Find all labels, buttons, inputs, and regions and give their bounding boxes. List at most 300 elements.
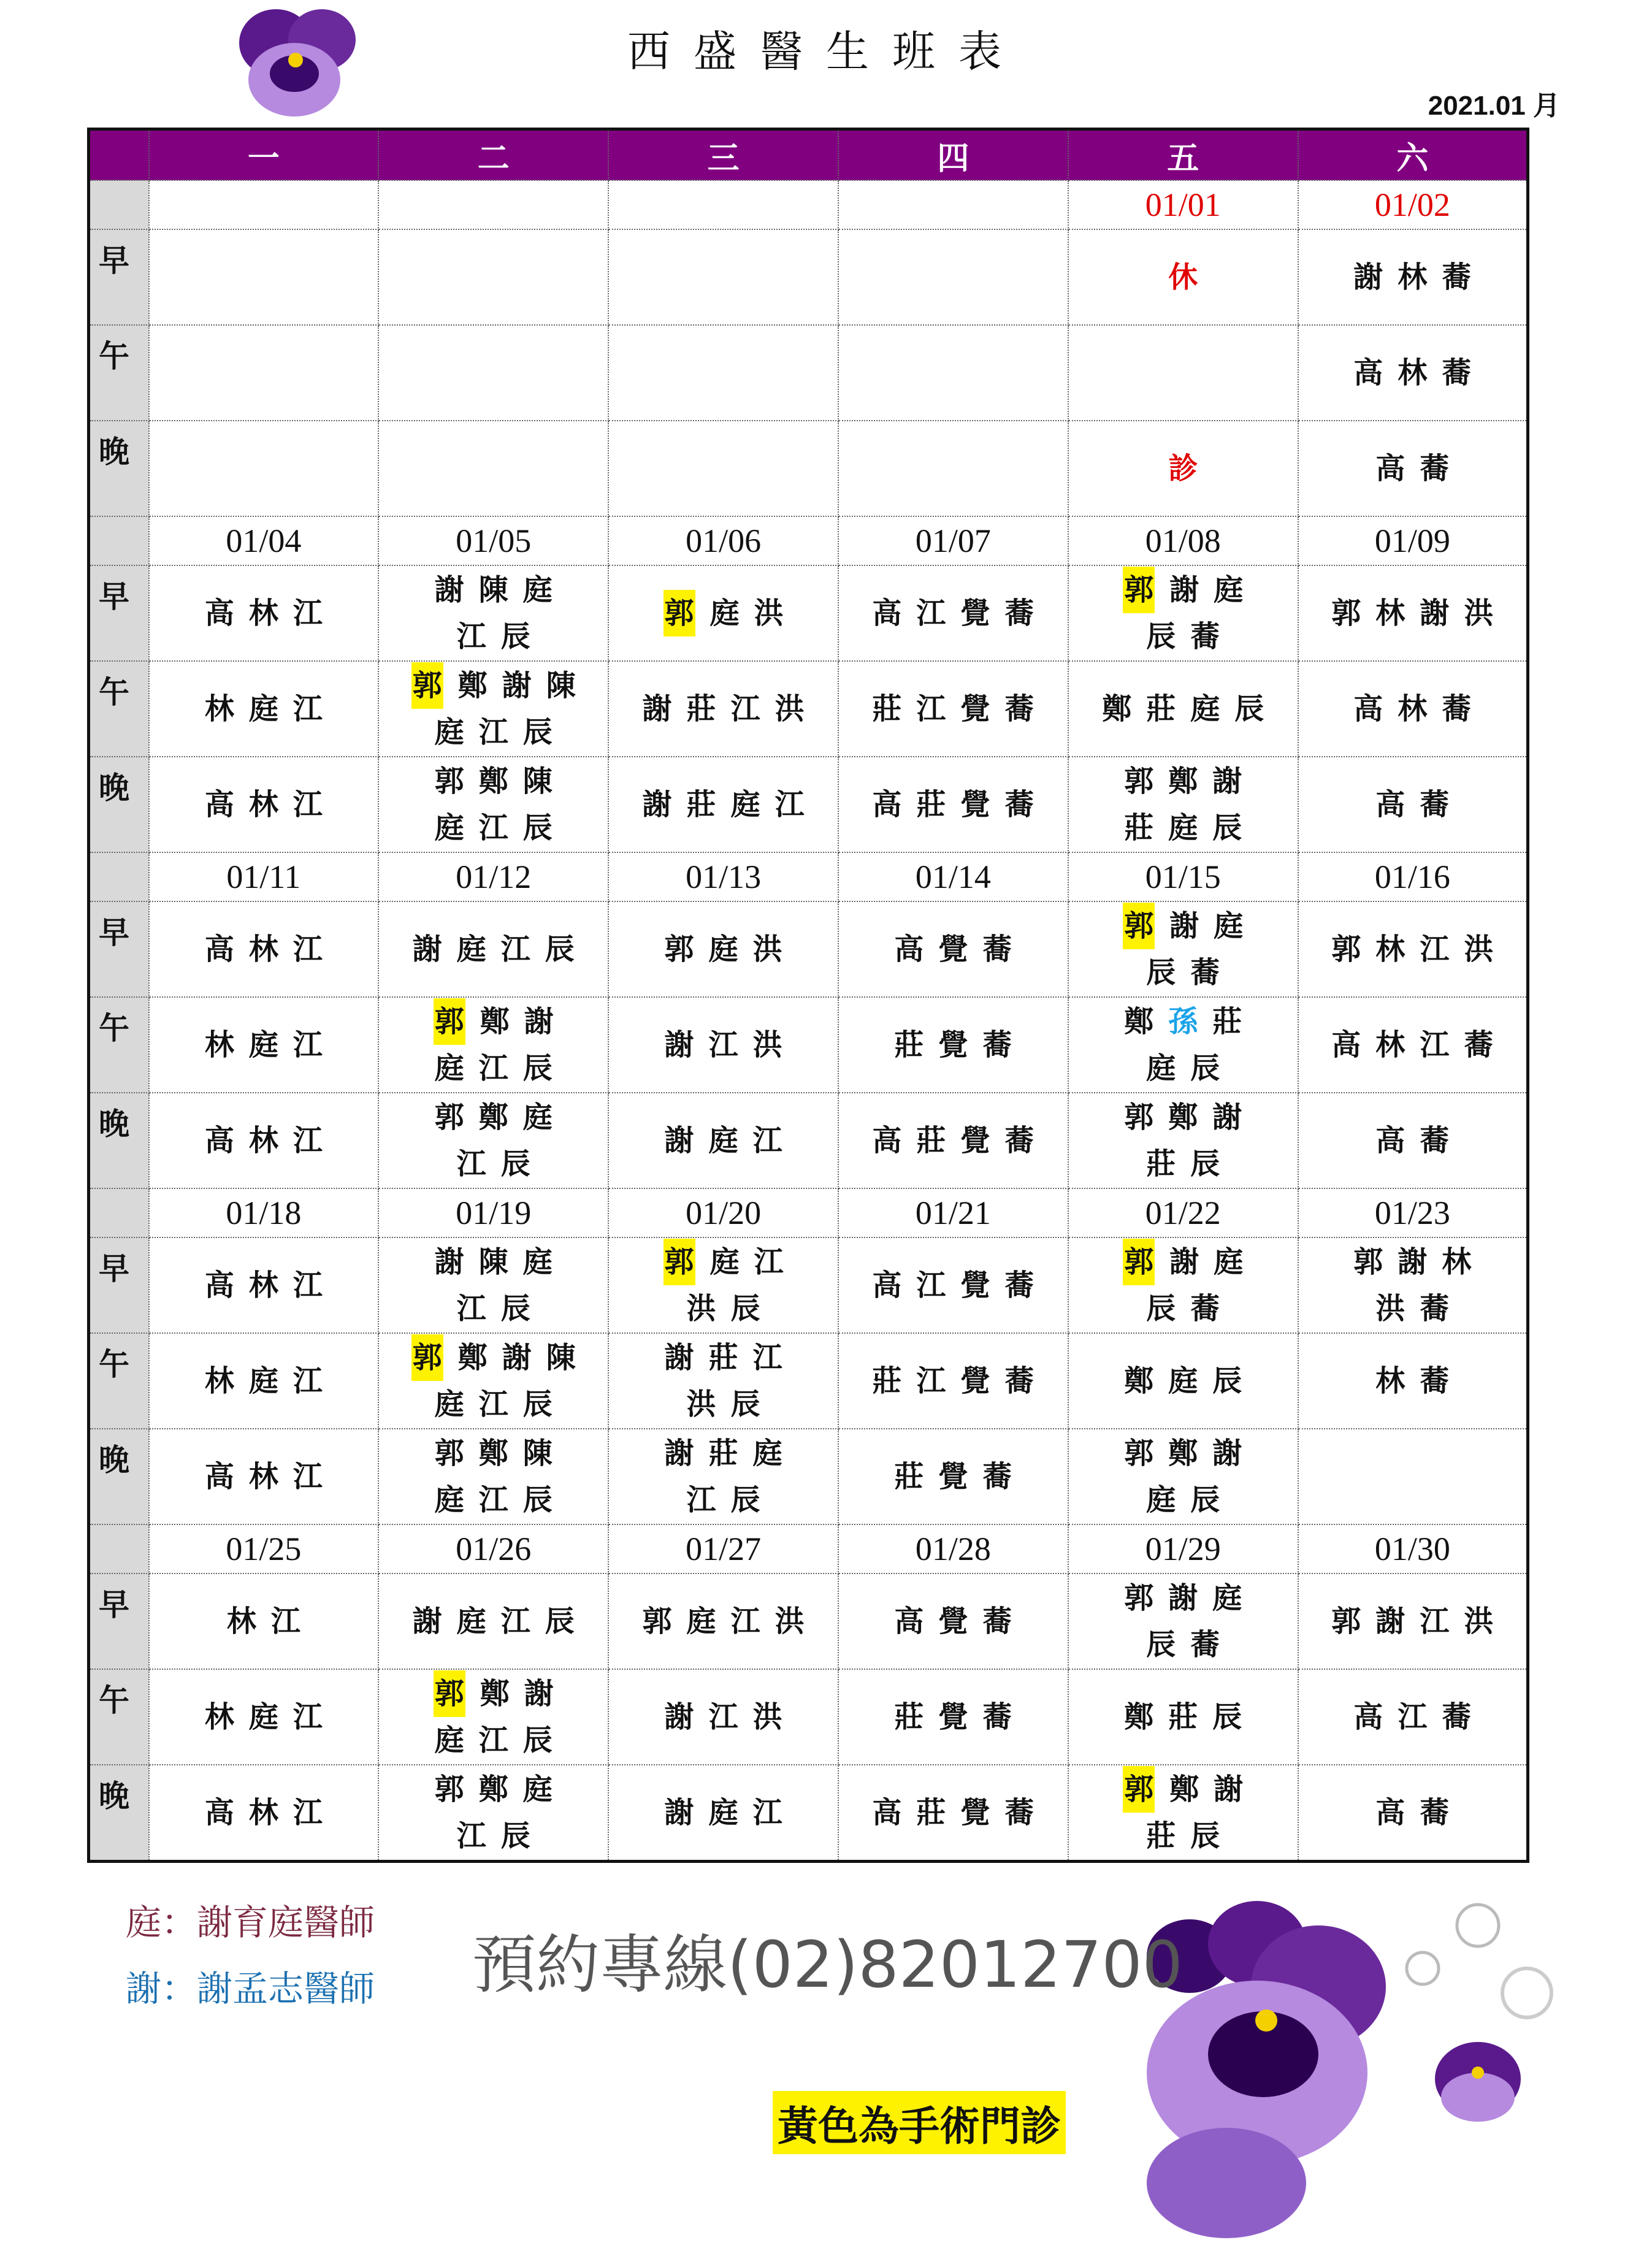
doctor-code: 謝 (664, 1340, 694, 1375)
doctor-code: 謝 (642, 692, 672, 726)
doctor-code: 鄭 (1124, 1004, 1154, 1039)
doctor-code: 洪 (686, 1387, 716, 1421)
doctor-code: 林 (248, 787, 278, 822)
schedule-cell (378, 1669, 608, 1765)
doctor-code: 覺 (938, 1459, 968, 1494)
cell-line (379, 758, 608, 805)
weekday-header: 一 (149, 129, 379, 181)
doctor-code: 莊 (916, 1123, 946, 1158)
doctor-code: 陳 (522, 764, 553, 798)
date-cell: 01/26 (378, 1524, 608, 1573)
shift-label: 晚 (89, 1765, 149, 1862)
doctor-code: 覺 (960, 787, 990, 822)
cell-line (150, 1789, 378, 1836)
doctor-code: 江 (293, 787, 323, 822)
cell-line (1299, 1789, 1526, 1836)
schedule-cell (378, 1429, 608, 1524)
doctor-code: 高 (204, 932, 234, 966)
doctor-code: 庭 (434, 1051, 464, 1085)
doctor-code: 洪 (1375, 1291, 1405, 1326)
schedule-cell (608, 565, 838, 661)
date-cell: 01/21 (838, 1188, 1068, 1237)
doctor-code: 謝 (1169, 573, 1199, 607)
schedule-cell (608, 1765, 838, 1862)
schedule-cell (378, 1765, 608, 1862)
cell-line (1069, 998, 1298, 1045)
doctor-code: 蕎 (1464, 1028, 1494, 1062)
date-cell: 01/25 (149, 1524, 379, 1573)
doctor-code: 高 (894, 1604, 924, 1638)
doctor-code: 莊 (894, 1459, 924, 1494)
date-cell (838, 180, 1068, 229)
doctor-code: 辰 (545, 932, 575, 966)
doctor-code: 林 (1375, 1028, 1405, 1062)
doctor-code: 謝 (664, 1795, 694, 1830)
doctor-code: 江 (1420, 1028, 1450, 1062)
doctor-code: 高 (894, 932, 924, 966)
cell-line (150, 686, 378, 732)
date-cell: 01/14 (838, 852, 1068, 901)
doctor-code: 辰 (1190, 1483, 1220, 1517)
date-cell: 01/12 (378, 852, 608, 901)
cell-line (609, 1477, 838, 1523)
doctor-code: 江 (916, 692, 946, 726)
doctor-code-surgery: 郭 (434, 998, 465, 1045)
weekday-header: 六 (1298, 129, 1528, 181)
schedule-cell (838, 1765, 1068, 1862)
cell-line (1069, 1285, 1298, 1332)
doctor-code: 休 (1168, 260, 1198, 294)
doctor-code: 江 (456, 1147, 486, 1181)
doctor-code: 庭 (522, 1100, 553, 1134)
doctor-code: 高 (204, 1268, 234, 1302)
schedule-cell (149, 661, 379, 757)
date-cell: 01/22 (1068, 1188, 1298, 1237)
doctor-code: 謝 (642, 787, 672, 822)
doctor-code: 江 (270, 1604, 300, 1638)
doctor-code: 蕎 (1004, 1364, 1034, 1398)
schedule-cell (1298, 1429, 1528, 1524)
cell-line (609, 1022, 838, 1068)
doctor-code-surgery: 郭 (1123, 903, 1155, 949)
cell-line (609, 590, 838, 637)
date-cell (149, 180, 379, 229)
doctor-code: 莊 (1212, 1004, 1242, 1039)
schedule-cell (149, 565, 379, 661)
doctor-code: 庭 (730, 787, 760, 822)
doctor-code: 高 (1331, 1028, 1361, 1062)
date-cell: 01/07 (838, 516, 1068, 565)
doctor-code: 蕎 (1442, 1700, 1472, 1734)
date-row-label (89, 516, 149, 565)
doctor-code: 覺 (938, 1028, 968, 1062)
doctor-code: 郭 (434, 764, 464, 798)
schedule-cell (149, 1573, 379, 1669)
schedule-cell (838, 757, 1068, 852)
doctor-code: 蕎 (1420, 451, 1450, 486)
doctor-code: 江 (293, 1700, 323, 1734)
doctor-code: 郭 (1353, 1245, 1383, 1279)
date-row-label (89, 180, 149, 229)
doctor-code: 庭 (1146, 1051, 1176, 1085)
doctor-code: 謝 (1420, 596, 1450, 630)
schedule-cell (608, 661, 838, 757)
doctor-code: 謝 (1212, 1100, 1242, 1134)
doctor-code: 庭 (456, 932, 486, 966)
date-cell: 01/13 (608, 852, 838, 901)
shift-label: 午 (89, 325, 149, 421)
doctor-code-surgery: 郭 (434, 1670, 465, 1717)
cell-line (1299, 350, 1526, 396)
doctor-code: 辰 (500, 1291, 530, 1326)
doctor-code: 高 (1375, 787, 1405, 822)
doctor-code-surgery: 郭 (663, 1239, 695, 1285)
date-cell (378, 180, 608, 229)
doctor-code: 辰 (522, 1483, 553, 1517)
doctor-code: 庭 (248, 1700, 278, 1734)
doctor-code: 蕎 (1004, 1123, 1034, 1158)
doctor-code: 江 (752, 1340, 782, 1375)
doctor-code: 林 (204, 1700, 234, 1734)
schedule-cell (838, 901, 1068, 997)
doctor-code: 江 (916, 1364, 946, 1398)
doctor-code: 庭 (1146, 1483, 1176, 1517)
cell-line (609, 926, 838, 973)
date-row (89, 1524, 1528, 1573)
doctor-code: 高 (204, 787, 234, 822)
doctor-code: 蕎 (982, 1604, 1012, 1638)
doctor-code: 庭 (434, 715, 464, 749)
cell-line (839, 590, 1068, 637)
surgery-note: 黃色為手術門診 (773, 2091, 1066, 2154)
doctor-code: 庭 (522, 1772, 553, 1806)
doctor-code: 蕎 (1190, 619, 1220, 654)
date-cell: 01/15 (1068, 852, 1298, 901)
schedule-cell (149, 421, 379, 516)
date-cell: 01/05 (378, 516, 608, 565)
doctor-code: 江 (456, 1819, 486, 1853)
doctor-code: 謝 (502, 668, 532, 703)
doctor-code: 庭 (1214, 909, 1244, 943)
schedule-cell (378, 901, 608, 997)
schedule-cell (838, 229, 1068, 325)
doctor-code: 庭 (1168, 1364, 1198, 1398)
doctor-code: 江 (478, 1387, 508, 1421)
doctor-code: 林 (204, 692, 234, 726)
date-cell: 01/11 (149, 852, 379, 901)
doctor-code: 辰 (1234, 692, 1264, 726)
schedule-cell (149, 1765, 379, 1862)
schedule-cell (838, 421, 1068, 516)
doctor-code: 診 (1168, 451, 1198, 486)
cell-line (1069, 1358, 1298, 1404)
schedule-cell (1298, 325, 1528, 421)
doctor-code: 覺 (960, 1268, 990, 1302)
date-row (89, 1188, 1528, 1237)
doctor-code: 覺 (960, 1364, 990, 1398)
doctor-code: 辰 (500, 619, 530, 654)
doctor-code: 郭 (1331, 596, 1361, 630)
doctor-code: 謝 (524, 1004, 554, 1039)
cell-line (379, 1285, 608, 1332)
cell-line (609, 686, 838, 732)
doctor-code: 莊 (1124, 811, 1154, 845)
cell-line (609, 1285, 838, 1332)
doctor-code: 謝 (664, 1700, 694, 1734)
doctor-code: 庭 (708, 1123, 738, 1158)
doctor-code: 蕎 (1190, 1291, 1220, 1326)
doctor-code: 林 (248, 1795, 278, 1830)
schedule-cell (1068, 325, 1298, 421)
doctor-code: 覺 (960, 596, 990, 630)
cell-line (839, 1117, 1068, 1164)
shift-row (89, 661, 1528, 757)
shift-label: 晚 (89, 757, 149, 852)
doctor-code: 莊 (708, 1340, 738, 1375)
date-cell: 01/18 (149, 1188, 379, 1237)
schedule-cell (608, 1237, 838, 1333)
doctor-code: 林 (1375, 932, 1405, 966)
cell-line (379, 1094, 608, 1141)
reservation-phone: 預約專線(02)82012700 (472, 1927, 1183, 2002)
doctor-code: 蕎 (1442, 692, 1472, 726)
doctor-code: 辰 (522, 1387, 553, 1421)
cell-line (609, 1789, 838, 1836)
schedule-cell (1298, 901, 1528, 997)
date-cell: 01/06 (608, 516, 838, 565)
doctor-code: 庭 (1214, 1245, 1244, 1279)
cell-line (379, 1598, 608, 1645)
doctor-code: 江 (478, 811, 508, 845)
doctor-code: 高 (204, 1123, 234, 1158)
doctor-code: 覺 (960, 1123, 990, 1158)
doctor-code: 孫 (1168, 1004, 1198, 1039)
schedule-cell (1298, 1093, 1528, 1188)
doctor-code: 庭 (1214, 573, 1244, 607)
cell-line (1069, 1813, 1298, 1859)
doctor-code: 鄭 (480, 1676, 510, 1711)
cell-line (1069, 613, 1298, 660)
doctor-code: 高 (1353, 356, 1383, 390)
cell-line (1299, 1117, 1526, 1164)
schedule-cell (1298, 1573, 1528, 1669)
schedule-cell (608, 325, 838, 421)
doctor-code: 莊 (872, 1364, 902, 1398)
doctor-code: 謝 (1214, 1772, 1244, 1806)
schedule-cell (1068, 1429, 1298, 1524)
doctor-code: 庭 (522, 573, 553, 607)
doctor-code: 江 (293, 596, 323, 630)
cell-line (150, 1694, 378, 1740)
schedule-cell (1298, 565, 1528, 661)
cell-line (379, 567, 608, 613)
doctor-code: 庭 (434, 811, 464, 845)
schedule-cell (1298, 757, 1528, 852)
doctor-code: 莊 (1146, 1147, 1176, 1181)
doctor-code: 辰 (500, 1819, 530, 1853)
shift-label: 午 (89, 1669, 149, 1765)
cell-line (609, 781, 838, 828)
header-corner (89, 129, 149, 181)
doctor-code-surgery: 郭 (1123, 1239, 1155, 1285)
doctor-code: 莊 (894, 1028, 924, 1062)
date-row (89, 852, 1528, 901)
doctor-code: 郭 (1331, 932, 1361, 966)
doctor-code: 辰 (1146, 955, 1176, 990)
cell-line (839, 1453, 1068, 1500)
cell-line (839, 926, 1068, 973)
doctor-code: 江 (293, 932, 323, 966)
schedule-cell (838, 565, 1068, 661)
doctor-code: 辰 (1190, 1819, 1220, 1853)
date-cell: 01/28 (838, 1524, 1068, 1573)
doctor-code: 庭 (434, 1387, 464, 1421)
cell-line (1299, 590, 1526, 637)
schedule-cell (1068, 901, 1298, 997)
doctor-code: 高 (872, 1268, 902, 1302)
doctor-code: 江 (478, 715, 508, 749)
schedule-cell (149, 1333, 379, 1429)
doctor-code: 庭 (248, 1028, 278, 1062)
doctor-code: 林 (226, 1604, 256, 1638)
doctor-code: 莊 (708, 1436, 738, 1470)
cell-line (1069, 949, 1298, 996)
doctor-code: 辰 (522, 811, 553, 845)
doctor-code: 蕎 (1004, 1268, 1034, 1302)
shift-row (89, 997, 1528, 1093)
doctor-code: 蕎 (982, 1028, 1012, 1062)
schedule-cell (1068, 565, 1298, 661)
doctor-code: 庭 (1212, 1581, 1242, 1615)
doctor-code-surgery: 郭 (1123, 1766, 1155, 1813)
schedule-cell (608, 1333, 838, 1429)
shift-label: 早 (89, 901, 149, 997)
doctor-code: 庭 (709, 1245, 740, 1279)
schedule-cell (838, 1093, 1068, 1188)
doctor-code: 高 (872, 787, 902, 822)
cell-line (379, 1141, 608, 1187)
doctor-code: 鄭 (1124, 1364, 1154, 1398)
doctor-code: 洪 (752, 932, 782, 966)
shift-row (89, 229, 1528, 325)
page-title: 西盛醫生班表 (627, 26, 1025, 77)
doctor-code: 林 (1375, 596, 1405, 630)
doctor-code: 郭 (642, 1604, 672, 1638)
doctor-code: 辰 (522, 1051, 553, 1085)
schedule-cell (378, 325, 608, 421)
cell-line (379, 1766, 608, 1813)
schedule-cell (1068, 1237, 1298, 1333)
weekday-header: 四 (838, 129, 1068, 181)
doctor-code: 陳 (478, 573, 508, 607)
doctor-code: 蕎 (1420, 1123, 1450, 1158)
doctor-code: 莊 (916, 787, 946, 822)
doctor-code: 蕎 (1004, 692, 1034, 726)
date-cell: 01/01 (1068, 180, 1298, 229)
doctor-code: 庭 (434, 1723, 464, 1757)
cell-line (379, 1334, 608, 1381)
doctor-code: 莊 (894, 1700, 924, 1734)
shift-row (89, 1237, 1528, 1333)
doctor-code: 洪 (1464, 932, 1494, 966)
doctor-code: 蕎 (1190, 955, 1220, 990)
cell-line (150, 1117, 378, 1164)
cell-line (1299, 781, 1526, 828)
cell-line (1299, 1358, 1526, 1404)
date-row-label (89, 852, 149, 901)
schedule-cell (608, 901, 838, 997)
cell-line (1069, 1477, 1298, 1523)
doctor-code: 蕎 (1004, 1795, 1034, 1830)
doctor-code: 謝 (1168, 1581, 1198, 1615)
doctor-code: 鄭 (1168, 1436, 1198, 1470)
schedule-cell (378, 997, 608, 1093)
cell-line (150, 781, 378, 828)
cell-line (379, 709, 608, 755)
cell-line (1299, 686, 1526, 732)
doctor-code: 林 (248, 1459, 278, 1494)
doctor-code: 辰 (730, 1483, 760, 1517)
cell-line (1299, 254, 1526, 300)
doctor-code: 林 (248, 596, 278, 630)
cell-line (609, 1430, 838, 1477)
cell-line (839, 1358, 1068, 1404)
cell-line (1069, 1430, 1298, 1477)
doctor-code: 謝 (1169, 909, 1199, 943)
cell-line (1069, 805, 1298, 851)
doctor-code: 覺 (960, 692, 990, 726)
shift-row (89, 901, 1528, 997)
doctor-code: 蕎 (982, 1459, 1012, 1494)
doctor-code: 鄭 (1168, 1100, 1198, 1134)
shift-row (89, 1093, 1528, 1188)
schedule-cell (1068, 1093, 1298, 1188)
doctor-code: 高 (1375, 1795, 1405, 1830)
shift-label: 午 (89, 1333, 149, 1429)
doctor-code: 高 (204, 1795, 234, 1830)
doctor-code: 陳 (522, 1436, 553, 1470)
doctor-code: 蕎 (982, 932, 1012, 966)
shift-row (89, 757, 1528, 852)
cell-line (150, 1358, 378, 1404)
shift-row (89, 565, 1528, 661)
date-row-label (89, 1524, 149, 1573)
doctor-code: 高 (204, 1459, 234, 1494)
cell-line (150, 926, 378, 973)
doctor-code: 洪 (774, 692, 805, 726)
doctor-code: 庭 (248, 692, 278, 726)
doctor-code: 洪 (754, 596, 784, 630)
doctor-code: 江 (478, 1723, 508, 1757)
cell-line (1299, 445, 1526, 492)
doctor-code: 江 (293, 1123, 323, 1158)
doctor-code: 高 (204, 596, 234, 630)
schedule-cell (608, 997, 838, 1093)
shift-row (89, 1765, 1528, 1862)
date-cell (608, 180, 838, 229)
cell-line (1069, 445, 1298, 492)
schedule-cell (838, 1237, 1068, 1333)
doctor-code: 林 (204, 1364, 234, 1398)
doctor-code: 庭 (248, 1364, 278, 1398)
doctor-code: 洪 (752, 1700, 782, 1734)
doctor-code: 江 (456, 1291, 486, 1326)
cell-line (1069, 1575, 1298, 1621)
doctor-code: 林 (248, 1268, 278, 1302)
cell-line (379, 1381, 608, 1428)
cell-line (379, 998, 608, 1045)
doctor-code: 庭 (708, 1795, 738, 1830)
